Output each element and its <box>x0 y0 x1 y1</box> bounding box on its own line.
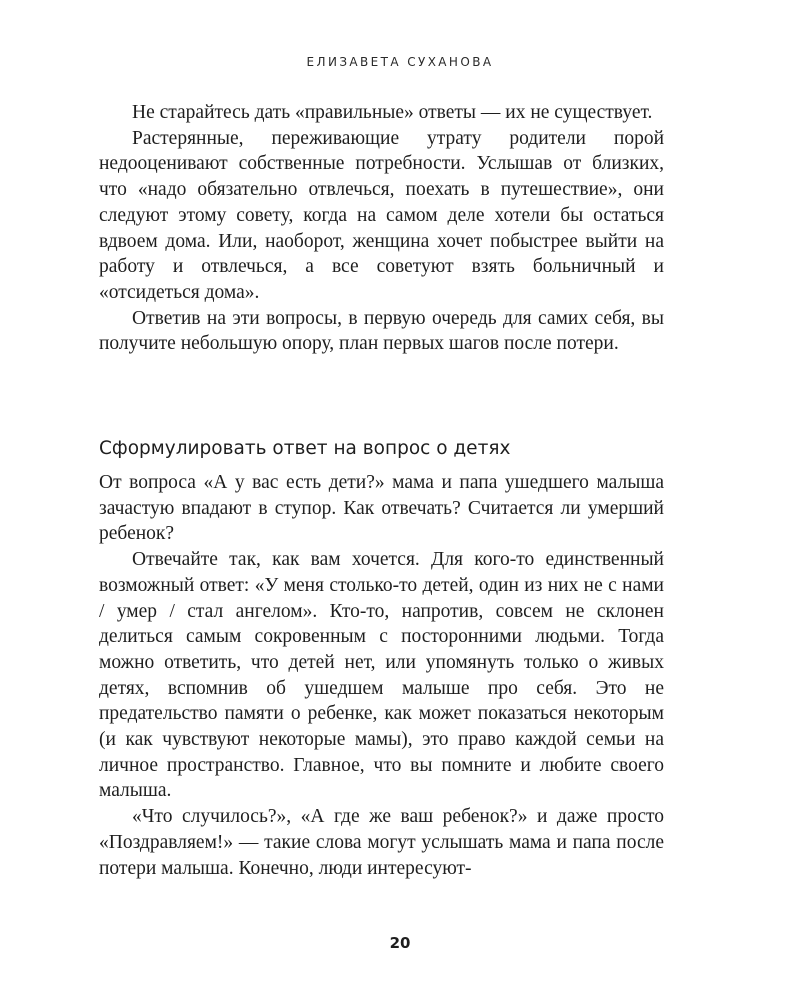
section-heading: Сформулировать ответ на вопрос о детях <box>99 438 511 459</box>
page-number: 20 <box>389 934 411 952</box>
text-block-intro <box>99 100 664 357</box>
paragraph: Не старайтесь дать «правильные» ответы — их не существует. <box>132 102 653 123</box>
paragraph: Отвечайте так, как вам хочется. Для кого-то единственный возможный ответ: «У меня столько-то детей, один из них не с нами / умер / стал ангелом». Кто-то, напротив, совсем не склонен делиться самым сокровенным с посторонними людьми. Тогда можно ответить, что детей нет, или упомянуть только о живых детях, вспомнив об ушедшем малыше про себя. Это не предательство памяти о ребенке, как может показаться некоторым (и как чувствуют некоторые мамы), это право каждой семьи на личное пространство. Главное, что вы помните и любите своего малыша. <box>99 549 664 802</box>
text-block-section <box>99 470 664 881</box>
paragraph: «Что случилось?», «А где же ваш ребенок?» и даже просто «Поздравляем!» — такие слова могут услышать мама и папа после потери малыша. Конечно, люди интересуют- <box>99 806 664 879</box>
running-head: ЕЛИЗАВЕТА СУХАНОВА <box>306 55 494 69</box>
paragraph: Растерянные, переживающие утрату родители порой недооценивают собственные потребности. Услышав от близких, что «надо обязательно отвлечься, поехать в путешествие», они следуют этому совету, когда на самом деле хотели бы остаться вдвоем дома. Или, наоборот, женщина хочет побыстрее выйти на работу и отвлечься, а все советуют взять больничный и «отсидеться дома». <box>99 127 664 303</box>
paragraph: Ответив на эти вопросы, в первую очередь для самих себя, вы получите небольшую опору, план первых шагов после потери. <box>99 307 664 355</box>
paragraph: От вопроса «А у вас есть дети?» мама и папа ушедшего малыша зачастую впадают в ступор. Как отвечать? Считается ли умерший ребенок? <box>99 472 664 545</box>
